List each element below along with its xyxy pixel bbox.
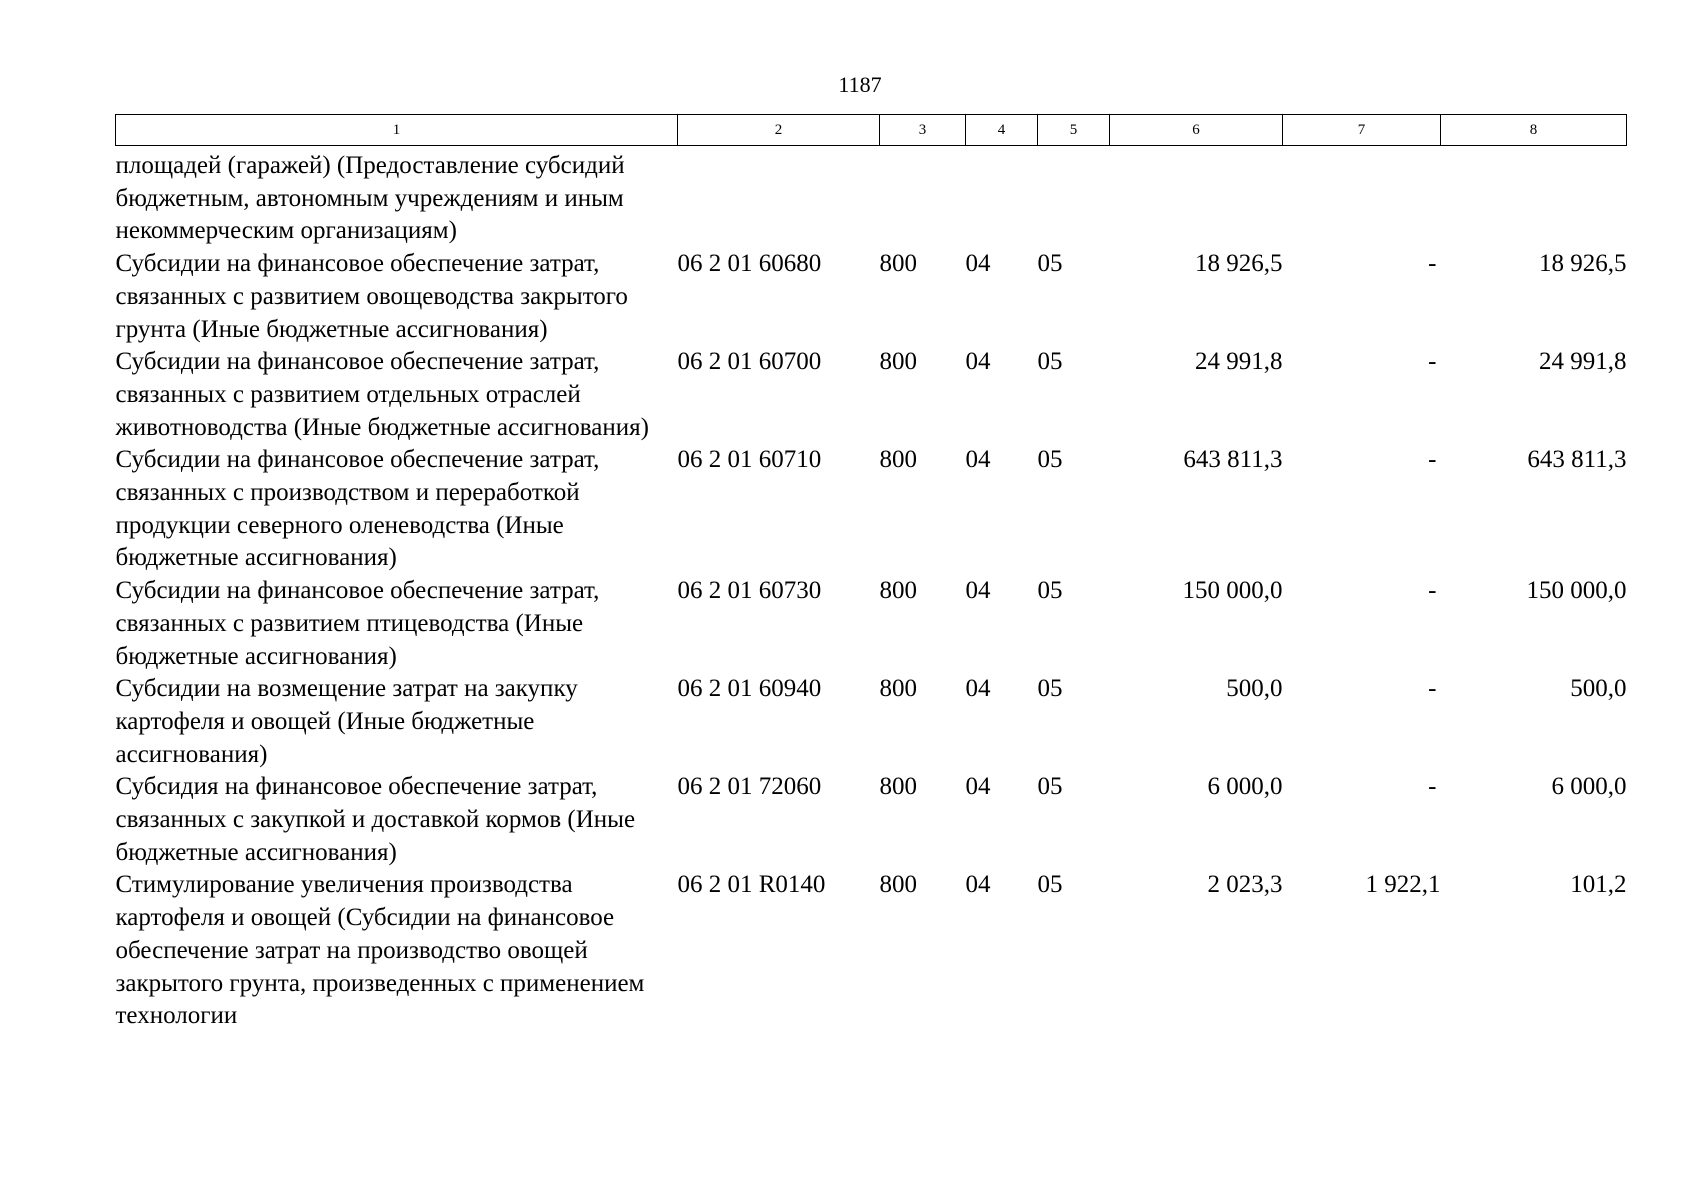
row-federal: - <box>1428 250 1437 278</box>
row-total: 2 023,3 <box>1207 871 1283 899</box>
row-name: Субсидии на финансовое обеспечение затрат, связанных с развитием отдельных отраслей животноводства (Иные бюджетные ассигнования) <box>115 348 649 441</box>
row-regional: 24 991,8 <box>1539 348 1627 376</box>
row-rz: 04 <box>965 773 991 801</box>
column-header-3: 3 <box>880 115 966 146</box>
row-regional <box>1441 146 1627 249</box>
row-code: 06 2 01 60710 <box>677 446 822 474</box>
row-pr: 05 <box>1037 348 1063 376</box>
table-header <box>116 115 1627 146</box>
column-header-7: 7 <box>1283 115 1441 146</box>
row-federal: - <box>1428 675 1437 703</box>
table-row <box>116 673 1627 771</box>
row-regional: 18 926,5 <box>1539 250 1627 278</box>
row-name: Стимулирование увеличения производства картофеля и овощей (Субсидии на финансовое обеспечение затрат на производство овощей закрытого грунта, произведенных с применением технологии <box>115 871 645 1030</box>
row-pr: 05 <box>1037 446 1063 474</box>
row-rz <box>966 146 1038 249</box>
row-name: Субсидии на финансовое обеспечение затрат, связанных с развитием птицеводства (Иные бюджетные ассигнования) <box>115 577 600 670</box>
row-federal: - <box>1428 773 1437 801</box>
row-vr: 800 <box>879 348 917 376</box>
row-vr: 800 <box>879 675 917 703</box>
row-regional: 101,2 <box>1570 871 1627 899</box>
row-total: 6 000,0 <box>1207 773 1283 801</box>
row-total: 24 991,8 <box>1195 348 1283 376</box>
header-row <box>116 115 1627 146</box>
budget-table <box>115 114 1627 1033</box>
row-vr <box>880 146 966 249</box>
row-federal: - <box>1428 446 1437 474</box>
row-regional: 500,0 <box>1570 675 1627 703</box>
row-regional: 643 811,3 <box>1527 446 1627 474</box>
row-regional: 150 000,0 <box>1526 577 1627 605</box>
column-header-2: 2 <box>678 115 880 146</box>
page-number: 1187 <box>838 72 882 97</box>
row-vr: 800 <box>879 446 917 474</box>
table-row <box>116 771 1627 869</box>
row-name: Субсидии на финансовое обеспечение затрат, связанных с развитием овощеводства закрытого грунта (Иные бюджетные ассигнования) <box>115 250 628 343</box>
table-row <box>116 146 1627 249</box>
column-header-1: 1 <box>116 115 678 146</box>
row-rz: 04 <box>965 675 991 703</box>
row-code: 06 2 01 72060 <box>677 773 822 801</box>
row-code <box>678 146 880 249</box>
table-row <box>116 248 1627 346</box>
row-total: 500,0 <box>1226 675 1283 703</box>
row-federal <box>1283 146 1441 249</box>
row-pr <box>1038 146 1110 249</box>
row-rz: 04 <box>965 871 991 899</box>
row-rz: 04 <box>965 348 991 376</box>
row-name: Субсидия на финансовое обеспечение затрат, связанных с закупкой и доставкой кормов (Иные бюджетные ассигнования) <box>115 773 636 866</box>
column-header-6: 6 <box>1110 115 1283 146</box>
table-row <box>116 869 1627 1033</box>
row-code: 06 2 01 60730 <box>677 577 822 605</box>
row-pr: 05 <box>1037 871 1063 899</box>
row-code: 06 2 01 60700 <box>677 348 822 376</box>
row-name: площадей (гаражей) (Предоставление субсидий бюджетным, автономным учреждениям и иным некоммерческим организациям) <box>115 152 625 245</box>
row-federal: 1 922,1 <box>1365 871 1441 899</box>
row-total <box>1110 146 1283 249</box>
table-row <box>116 444 1627 575</box>
row-pr: 05 <box>1037 577 1063 605</box>
row-name: Субсидии на возмещение затрат на закупку картофеля и овощей (Иные бюджетные ассигнования) <box>115 675 578 768</box>
row-code: 06 2 01 60680 <box>677 250 822 278</box>
row-rz: 04 <box>965 250 991 278</box>
row-pr: 05 <box>1037 250 1063 278</box>
column-header-5: 5 <box>1038 115 1110 146</box>
table-body <box>116 146 1627 1033</box>
column-header-4: 4 <box>966 115 1038 146</box>
row-total: 18 926,5 <box>1195 250 1283 278</box>
row-pr: 05 <box>1037 773 1063 801</box>
row-rz: 04 <box>965 577 991 605</box>
row-federal: - <box>1428 348 1437 376</box>
row-pr: 05 <box>1037 675 1063 703</box>
row-rz: 04 <box>965 446 991 474</box>
row-code: 06 2 01 R0140 <box>677 871 826 899</box>
row-federal: - <box>1428 577 1437 605</box>
table-row <box>116 575 1627 673</box>
row-name: Субсидии на финансовое обеспечение затрат, связанных с производством и переработкой продукции северного оленеводства (Иные бюджетные ассигнования) <box>115 446 600 572</box>
row-total: 643 811,3 <box>1183 446 1283 474</box>
row-code: 06 2 01 60940 <box>677 675 822 703</box>
row-vr: 800 <box>879 577 917 605</box>
row-vr: 800 <box>879 871 917 899</box>
row-vr: 800 <box>879 773 917 801</box>
table-row <box>116 346 1627 444</box>
row-regional: 6 000,0 <box>1551 773 1627 801</box>
column-header-8: 8 <box>1441 115 1627 146</box>
row-total: 150 000,0 <box>1182 577 1283 605</box>
row-vr: 800 <box>879 250 917 278</box>
